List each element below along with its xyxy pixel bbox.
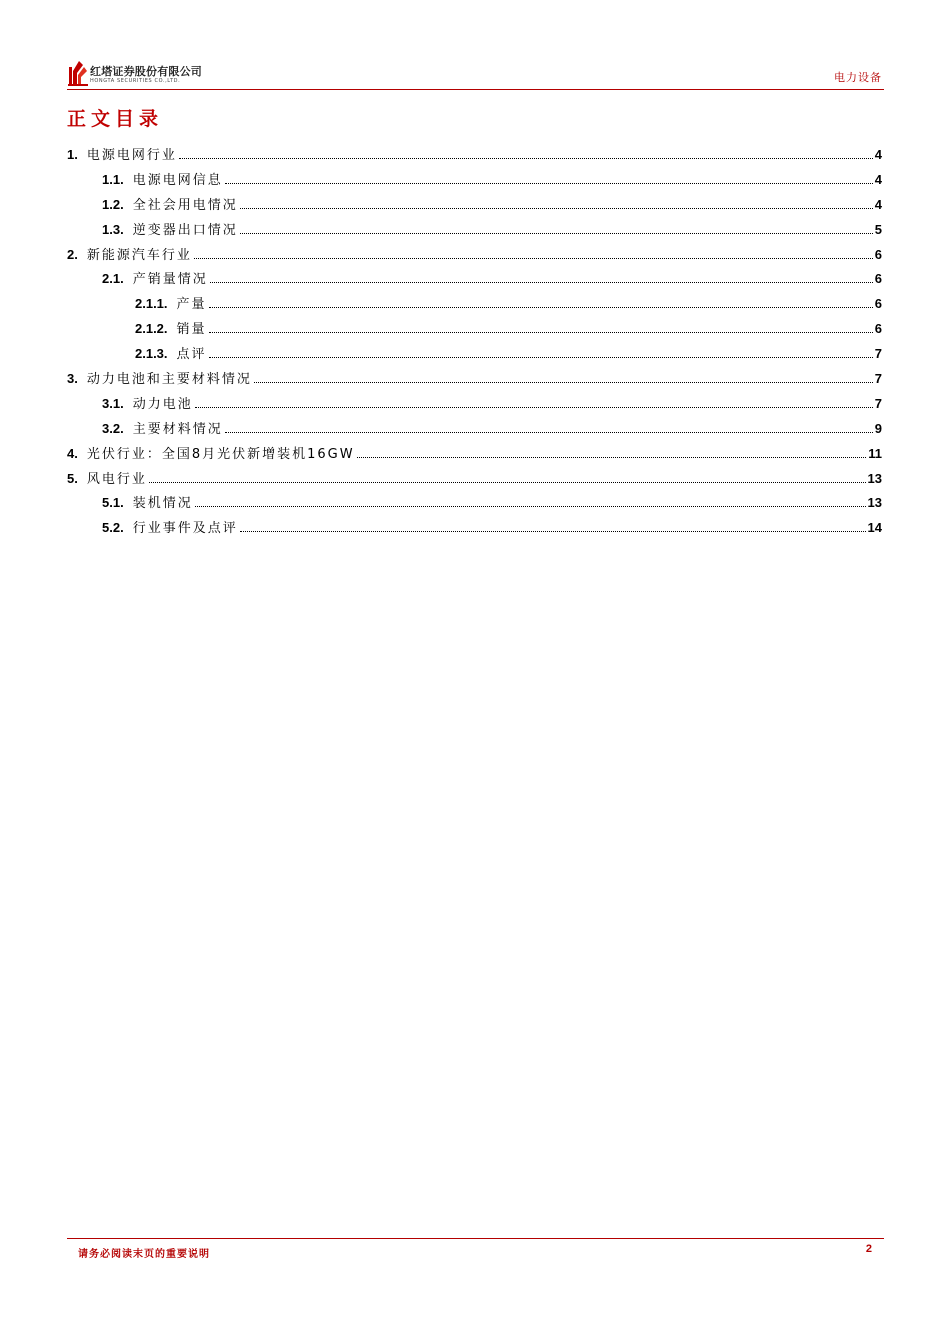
toc-entry[interactable] <box>67 218 882 243</box>
toc-entry[interactable] <box>67 367 882 392</box>
toc-leader-dots <box>209 307 873 308</box>
header-divider <box>67 89 884 90</box>
section-label: 电力设备 <box>834 71 882 84</box>
toc-entry-number: 3.2. <box>102 420 124 436</box>
toc-leader-dots <box>240 233 873 234</box>
toc-entry-number: 1. <box>67 147 78 162</box>
toc-entry[interactable] <box>67 267 882 292</box>
toc-entry-number: 2.1.3. <box>135 346 168 362</box>
toc-entry-page: 7 <box>874 371 882 387</box>
toc-entry-title: 行业事件及点评 <box>132 521 238 537</box>
toc-entry[interactable] <box>67 442 882 467</box>
toc-entry-number: 2.1.2. <box>135 321 168 337</box>
toc-entry-page: 6 <box>874 296 882 312</box>
page-header <box>67 57 884 91</box>
toc-entry-title: 销量 <box>176 322 207 338</box>
toc-leader-dots <box>194 258 873 259</box>
toc-entry[interactable] <box>67 317 882 342</box>
footer-divider <box>67 1238 884 1239</box>
toc-leader-dots <box>254 382 873 383</box>
toc-entry[interactable] <box>67 516 882 541</box>
company-name: 红塔证券股份有限公司 <box>90 65 202 78</box>
toc-entry-page: 11 <box>868 445 882 461</box>
toc-leader-dots <box>179 158 873 159</box>
toc-entry-page: 6 <box>874 246 882 262</box>
footer-disclaimer: 请务必阅读末页的重要说明 <box>78 1249 210 1260</box>
toc-entry-title: 动力电池 <box>132 396 193 412</box>
toc-entry-title: 动力电池和主要材料情况 <box>86 372 252 388</box>
toc-leader-dots <box>195 407 873 408</box>
toc-title: 正文目录 <box>67 108 164 130</box>
toc-entry-page: 5 <box>874 221 882 237</box>
toc-entry-title: 新能源汽车行业 <box>86 247 192 263</box>
toc-entry-number: 2.1.1. <box>135 296 168 312</box>
toc-entry-number: 3.1. <box>102 395 124 411</box>
table-of-contents <box>67 143 882 541</box>
toc-entry-title: 光伏行业：全国8月光伏新增装机16GW <box>86 446 355 462</box>
toc-entry-title: 产量 <box>176 297 207 313</box>
toc-entry[interactable] <box>67 193 882 218</box>
toc-entry-title: 产销量情况 <box>132 272 208 288</box>
toc-entry-title: 风电行业 <box>86 471 147 487</box>
toc-leader-dots <box>195 506 866 507</box>
toc-leader-dots <box>240 208 873 209</box>
toc-leader-dots <box>240 531 866 532</box>
toc-entry[interactable] <box>67 467 882 492</box>
toc-entry-number: 2.1. <box>102 271 124 287</box>
company-logo <box>67 59 227 87</box>
toc-entry-title: 电源电网行业 <box>86 148 177 163</box>
toc-entry-number: 3. <box>67 371 78 387</box>
toc-entry-page: 13 <box>867 495 882 511</box>
toc-leader-dots <box>225 183 873 184</box>
toc-leader-dots <box>149 482 866 483</box>
toc-entry[interactable] <box>67 168 882 193</box>
toc-entry-title: 逆变器出口情况 <box>132 222 238 238</box>
toc-entry-number: 1.3. <box>102 221 124 237</box>
toc-entry[interactable] <box>67 417 882 442</box>
toc-entry-number: 5.2. <box>102 520 124 536</box>
toc-entry-page: 6 <box>874 271 882 287</box>
toc-entry[interactable] <box>67 392 882 417</box>
hongta-logo-icon <box>67 59 89 87</box>
toc-entry[interactable] <box>67 491 882 516</box>
page-number: 2 <box>865 1243 872 1255</box>
toc-leader-dots <box>210 282 873 283</box>
toc-entry[interactable] <box>67 342 882 367</box>
toc-entry-title: 装机情况 <box>132 496 193 512</box>
toc-entry-page: 7 <box>874 346 882 362</box>
toc-leader-dots <box>209 332 873 333</box>
toc-entry-number: 4. <box>67 445 78 461</box>
toc-entry-number: 5. <box>67 470 78 486</box>
toc-entry[interactable] <box>67 243 882 268</box>
toc-entry-page: 4 <box>874 171 882 187</box>
toc-leader-dots <box>225 432 873 433</box>
toc-entry-title: 电源电网信息 <box>132 172 223 188</box>
toc-entry-number: 1.2. <box>102 196 124 212</box>
toc-entry-page: 14 <box>867 520 882 536</box>
toc-entry-page: 9 <box>874 420 882 436</box>
toc-entry-page: 4 <box>874 147 882 162</box>
toc-entry-page: 13 <box>867 470 882 486</box>
toc-entry-page: 4 <box>874 196 882 212</box>
toc-entry-page: 7 <box>874 395 882 411</box>
toc-entry-title: 主要材料情况 <box>132 421 223 437</box>
toc-entry-title: 点评 <box>176 347 207 363</box>
toc-entry-title: 全社会用电情况 <box>132 197 238 213</box>
toc-entry[interactable] <box>67 292 882 317</box>
toc-entry[interactable] <box>67 143 882 168</box>
toc-entry-number: 1.1. <box>102 171 124 187</box>
toc-entry-page: 6 <box>874 321 882 337</box>
toc-leader-dots <box>357 457 867 458</box>
toc-leader-dots <box>209 357 873 358</box>
toc-entry-number: 5.1. <box>102 495 124 511</box>
toc-entry-number: 2. <box>67 246 78 262</box>
company-name-en: HONGTA SECURITIES CO.,LTD. <box>90 78 181 84</box>
